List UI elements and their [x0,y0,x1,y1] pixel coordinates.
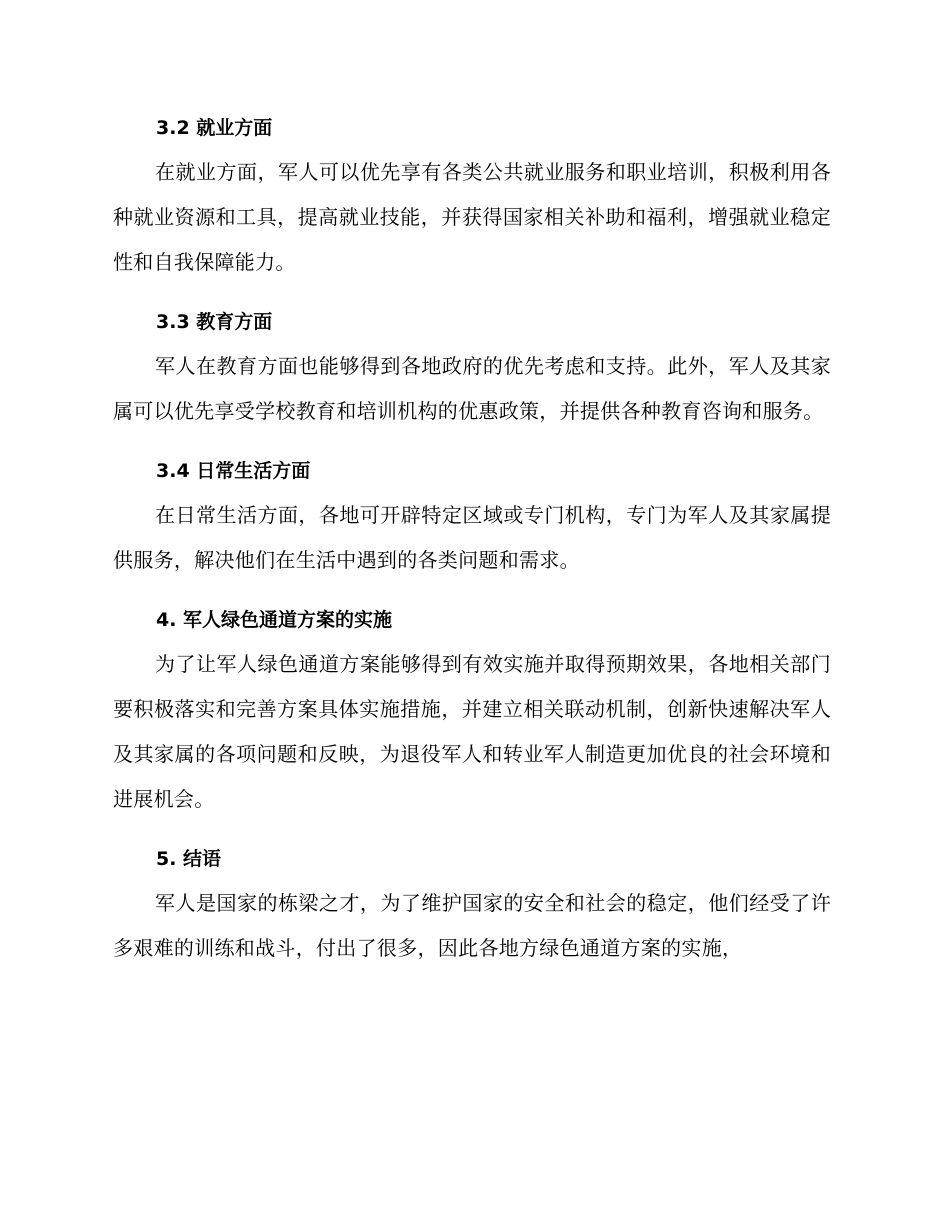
section-conclusion [113,837,831,971]
section-paragraph: 在就业方面，军人可以优先享有各类公共就业服务和职业培训，积极利用各种就业资源和工具，提高就业技能，并获得国家相关补助和福利，增强就业稳定性和自我保障能力。 [113,160,831,274]
section-heading: 5. 结语 [156,848,222,870]
section-heading: 4. 军人绿色通道方案的实施 [156,609,393,631]
section-paragraph: 军人是国家的栋梁之才，为了维护国家的安全和社会的稳定，他们经受了许多艰难的训练和战斗，付出了很多，因此各地方绿色通道方案的实施， [113,891,831,960]
section-implementation [113,598,831,822]
section-paragraph: 在日常生活方面，各地可开辟特定区域或专门机构，专门为军人及其家属提供服务，解决他们在生活中遇到的各类问题和需求。 [113,503,831,572]
section-education [113,300,831,434]
section-daily-life [113,449,831,583]
section-paragraph: 军人在教育方面也能够得到各地政府的优先考虑和支持。此外，军人及其家属可以优先享受学校教育和培训机构的优惠政策，并提供各种教育咨询和服务。 [113,354,831,423]
section-heading: 3.2 就业方面 [156,117,273,139]
section-employment [113,106,831,285]
section-heading: 3.4 日常生活方面 [156,460,311,482]
document-content [113,106,831,986]
section-heading: 3.3 教育方面 [156,311,273,333]
section-paragraph: 为了让军人绿色通道方案能够得到有效实施并取得预期效果，各地相关部门要积极落实和完善方案具体实施措施，并建立相关联动机制，创新快速解决军人及其家属的各项问题和反映，为退役军人和转业军人制造更加优良的社会环境和进展机会。 [113,652,831,811]
